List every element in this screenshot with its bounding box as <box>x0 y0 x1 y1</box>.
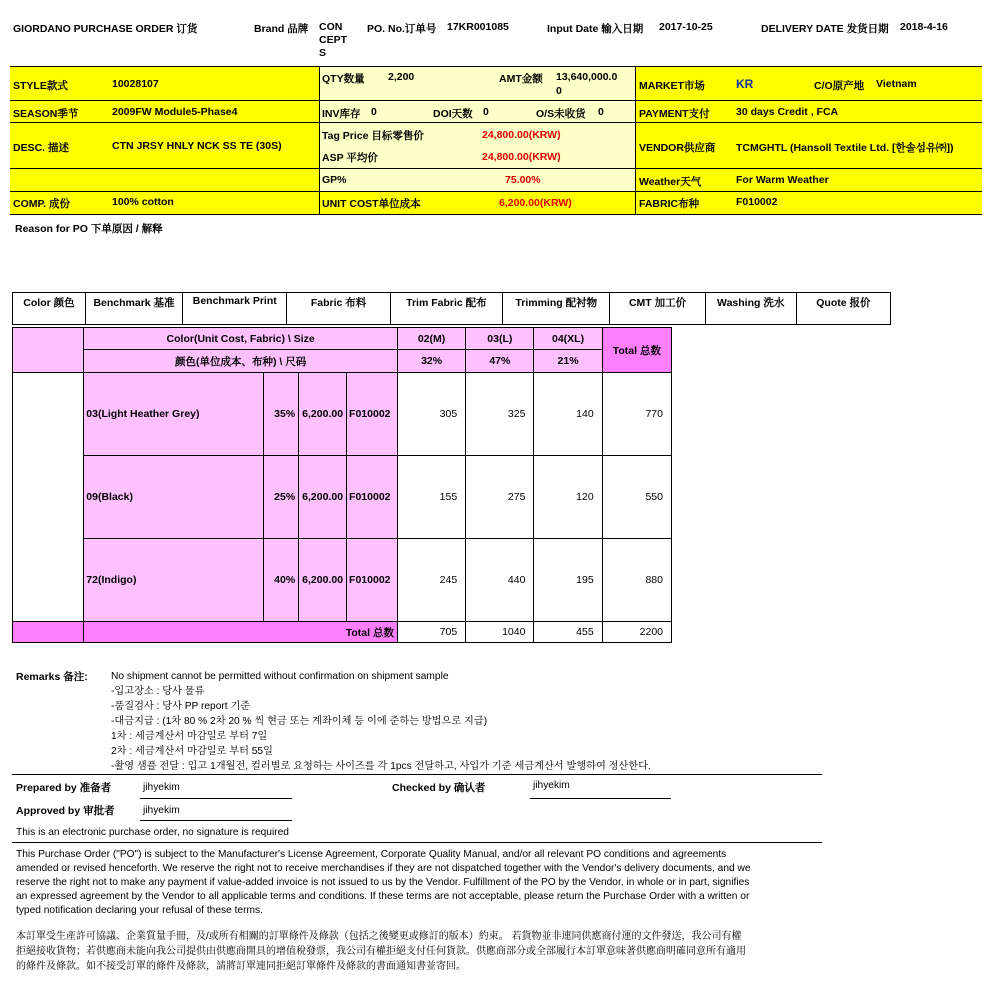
qty-cell: 195 <box>534 539 602 622</box>
row-total: 880 <box>602 539 671 622</box>
qty-cell: 305 <box>397 373 465 456</box>
qty-cell: 440 <box>466 539 534 622</box>
color-cost: 6,200.00 <box>299 373 347 456</box>
size-pct: 32% <box>397 350 465 373</box>
totals-label: Total 总数 <box>84 622 398 643</box>
comp-value: 100% cotton <box>112 196 174 208</box>
unit-cost-value: 6,200.00(KRW) <box>499 197 572 209</box>
desc-value: CTN JRSY HNLY NCK SS TE (30S) <box>112 140 282 152</box>
brand-label: Brand 品牌 <box>254 23 309 35</box>
electronic-note: This is an electronic purchase order, no signature is required <box>16 827 289 838</box>
category-benchmark-print: Benchmark Print <box>183 293 287 325</box>
os-value: 0 <box>598 106 604 118</box>
remarks-text <box>111 669 651 774</box>
color-size-header: Color(Unit Cost, Fabric) \ Size <box>84 328 398 350</box>
tag-price-value: 24,800.00(KRW) <box>482 129 561 141</box>
blank-cell <box>13 622 84 643</box>
size-total: 1040 <box>466 622 534 643</box>
remark-line: -촬영 샘플 전달 : 입고 1개월전, 컬러별로 요청하는 사이즈를 각 1pcs 전달하고, 사입가 기준 세금계산서 발행하여 정산한다. <box>111 761 651 772</box>
table-row <box>13 456 672 539</box>
terms-line: This Purchase Order ("PO") is subject to the Manufacturer's License Agreement, Corporate Quality Manual, and/or all relevant PO conditions and agreements <box>16 849 727 860</box>
brand-value-line: CEPT <box>319 34 348 46</box>
divider <box>12 774 822 775</box>
qty-cell: 275 <box>466 456 534 539</box>
amt-value: 13,640,000.0 <box>556 71 618 83</box>
category-benchmark: Benchmark 基准 <box>85 293 182 325</box>
row-total: 770 <box>602 373 671 456</box>
remark-line: -품질검사 : 당사 PP report 기준 <box>111 701 251 712</box>
season-label: SEASON季节 <box>13 108 79 120</box>
divider <box>10 122 982 123</box>
vendor-value: TCMGHTL (Hansoll Textile Ltd. [한솔섬유㈜]) <box>736 142 954 154</box>
size-header: 03(L) <box>466 328 534 350</box>
inv-value: 0 <box>371 106 377 118</box>
reason-label: Reason for PO 下单原因 / 解释 <box>15 223 163 235</box>
brand-value-line: S <box>319 47 327 59</box>
market-label: MARKET市场 <box>639 80 705 92</box>
color-pct: 40% <box>263 539 299 622</box>
divider <box>10 168 982 169</box>
qty-cell: 245 <box>397 539 465 622</box>
terms-line: 拒絕接收貨物；若供應商未能向我公司提供由供應商開具的增值稅發票，我公司有權拒絕支付任何貨款。供應商部分或全部履行本訂單意味著供應商明確同意所有適用 <box>16 946 746 957</box>
category-trim-fabric: Trim Fabric 配布 <box>390 293 502 325</box>
table-row <box>13 539 672 622</box>
divider <box>12 842 822 843</box>
prepared-by-label: Prepared by 准备者 <box>16 782 112 794</box>
remark-line: 2차 : 세금계산서 마감일로 부터 55일 <box>111 746 273 757</box>
inv-label: INV库存 <box>322 108 361 120</box>
divider <box>10 66 982 67</box>
size-pct: 47% <box>466 350 534 373</box>
fabric-label: FABRIC布种 <box>639 198 700 210</box>
qty-value: 2,200 <box>388 71 415 83</box>
amt-value-cont: 0 <box>556 85 562 97</box>
remark-line: -입고장소 : 당사 물류 <box>111 686 205 697</box>
blank-cell <box>13 373 84 622</box>
checked-by-value: jihyekim <box>533 780 570 791</box>
divider <box>10 214 982 215</box>
terms-line: reserve the right not to make any payment if value-added invoice is not issued to us by the Vendor. Fulfillment of the PO by the Vendor, in whole or in part, signifies <box>16 877 750 888</box>
color-pct: 25% <box>263 456 299 539</box>
color-fabric: F010002 <box>347 373 398 456</box>
color-fabric: F010002 <box>347 456 398 539</box>
size-total: 455 <box>534 622 602 643</box>
category-quote: Quote 报价 <box>796 293 890 325</box>
qty-label: QTY数量 <box>322 73 365 85</box>
signature-line <box>140 798 292 799</box>
terms-line: amended or revised henceforth. We reserve the right not to receive merchandises if they are not dispatched together with the Vendor's delivery documents, and we <box>16 863 751 874</box>
row-total: 550 <box>602 456 671 539</box>
gp-label: GP% <box>322 174 347 186</box>
po-number-label: PO. No.订单号 <box>367 23 437 35</box>
color-pct: 35% <box>263 373 299 456</box>
gp-value: 75.00% <box>505 174 541 186</box>
signature-line <box>530 798 671 799</box>
qty-cell: 140 <box>534 373 602 456</box>
color-cost: 6,200.00 <box>299 456 347 539</box>
remark-line: No shipment cannot be permitted without confirmation on shipment sample <box>111 671 449 682</box>
qty-cell: 120 <box>534 456 602 539</box>
category-washing: Washing 洗水 <box>705 293 796 325</box>
terms-line: typed notification declaring your refusal of these terms. <box>16 905 263 916</box>
color-name: 72(Indigo) <box>84 539 263 622</box>
signature-line <box>140 820 292 821</box>
checked-by-label: Checked by 确认者 <box>392 782 486 794</box>
category-fabric: Fabric 布料 <box>287 293 390 325</box>
divider <box>10 191 982 192</box>
doi-label: DOI天数 <box>433 108 473 120</box>
style-value: 10028107 <box>112 78 159 90</box>
comp-label: COMP. 成份 <box>13 198 70 210</box>
po-number-value: 17KR001085 <box>447 21 509 33</box>
payment-label: PAYMENT支付 <box>639 108 710 120</box>
category-color: Color 颜色 <box>13 293 86 325</box>
delivery-date-label: DELIVERY DATE 发货日期 <box>761 23 889 35</box>
totals-row <box>13 622 672 643</box>
tag-price-label: Tag Price 目标零售价 <box>322 130 424 142</box>
divider <box>319 66 320 215</box>
os-label: O/S未收货 <box>536 108 586 120</box>
approved-by-value: jihyekim <box>143 805 180 816</box>
weather-label: Weather天气 <box>639 176 702 188</box>
category-cmt: CMT 加工价 <box>610 293 705 325</box>
delivery-date-value: 2018-4-16 <box>900 21 948 33</box>
input-date-label: Input Date 输入日期 <box>547 23 644 35</box>
qty-cell: 155 <box>397 456 465 539</box>
terms-line: 本訂單受生產許可協議、企業質量手冊，及/或所有相關的訂單條件及條款（包括之後變更或修訂的版本）約束。 若貨物並非連同供應商付運的文件發送，我公司有權 <box>16 931 742 942</box>
input-date-value: 2017-10-25 <box>659 21 713 33</box>
prepared-by-value: jihyekim <box>143 782 180 793</box>
terms-chinese <box>16 929 824 974</box>
color-size-header-zh: 颜色(单位成本、布种) \ 尺码 <box>84 350 398 373</box>
grand-total: 2200 <box>602 622 671 643</box>
remarks-label: Remarks 备注: <box>16 671 88 683</box>
terms-english <box>16 848 816 918</box>
po-title: GIORDANO PURCHASE ORDER 订货 <box>13 23 198 35</box>
amt-label: AMT金额 <box>499 73 543 85</box>
blank-cell <box>13 328 84 373</box>
size-pct: 21% <box>534 350 602 373</box>
remark-line: -대금지급 : (1차 80 % 2차 20 % 씩 현금 또는 계좌이체 등 이에 준하는 방법으로 지급) <box>111 716 488 727</box>
desc-label: DESC. 描述 <box>13 142 70 154</box>
divider <box>10 100 982 101</box>
color-name: 03(Light Heather Grey) <box>84 373 263 456</box>
total-header: Total 总数 <box>602 328 671 373</box>
approved-by-label: Approved by 审批者 <box>16 805 115 817</box>
terms-line: 的條件及條款。如不接受訂單的條件及條款，請將訂單連同拒絕訂單條件及條款的書面通知書並寄回。 <box>16 961 466 972</box>
remark-line: 1차 : 세금계산서 마감일로 부터 7일 <box>111 731 268 742</box>
terms-line: an expressed agreement by the Vendor to all applicable terms and conditions. If these terms are not acceptable, please return the Purchase Order with a written or <box>16 891 750 902</box>
category-trimming: Trimming 配衬物 <box>503 293 610 325</box>
asp-value: 24,800.00(KRW) <box>482 151 561 163</box>
color-fabric: F010002 <box>347 539 398 622</box>
season-value: 2009FW Module5-Phase4 <box>112 106 238 118</box>
category-header-table <box>12 292 891 325</box>
origin-value: Vietnam <box>876 78 917 90</box>
brand-value <box>319 21 347 60</box>
color-name: 09(Black) <box>84 456 263 539</box>
table-row <box>13 373 672 456</box>
size-total: 705 <box>397 622 465 643</box>
payment-value: 30 days Credit , FCA <box>736 106 839 118</box>
unit-cost-label: UNIT COST单位成本 <box>322 198 421 210</box>
asp-label: ASP 平均价 <box>322 152 378 164</box>
doi-value: 0 <box>483 106 489 118</box>
fabric-value: F010002 <box>736 196 778 208</box>
vendor-label: VENDOR供应商 <box>639 142 716 154</box>
market-value: KR <box>736 77 754 91</box>
weather-value: For Warm Weather <box>736 174 829 186</box>
size-header: 02(M) <box>397 328 465 350</box>
size-color-table <box>12 327 672 643</box>
color-cost: 6,200.00 <box>299 539 347 622</box>
size-header: 04(XL) <box>534 328 602 350</box>
brand-value-line: CON <box>319 21 343 33</box>
origin-label: C/O原产地 <box>814 80 865 92</box>
style-label: STYLE款式 <box>13 80 68 92</box>
qty-cell: 325 <box>466 373 534 456</box>
divider <box>635 66 636 215</box>
